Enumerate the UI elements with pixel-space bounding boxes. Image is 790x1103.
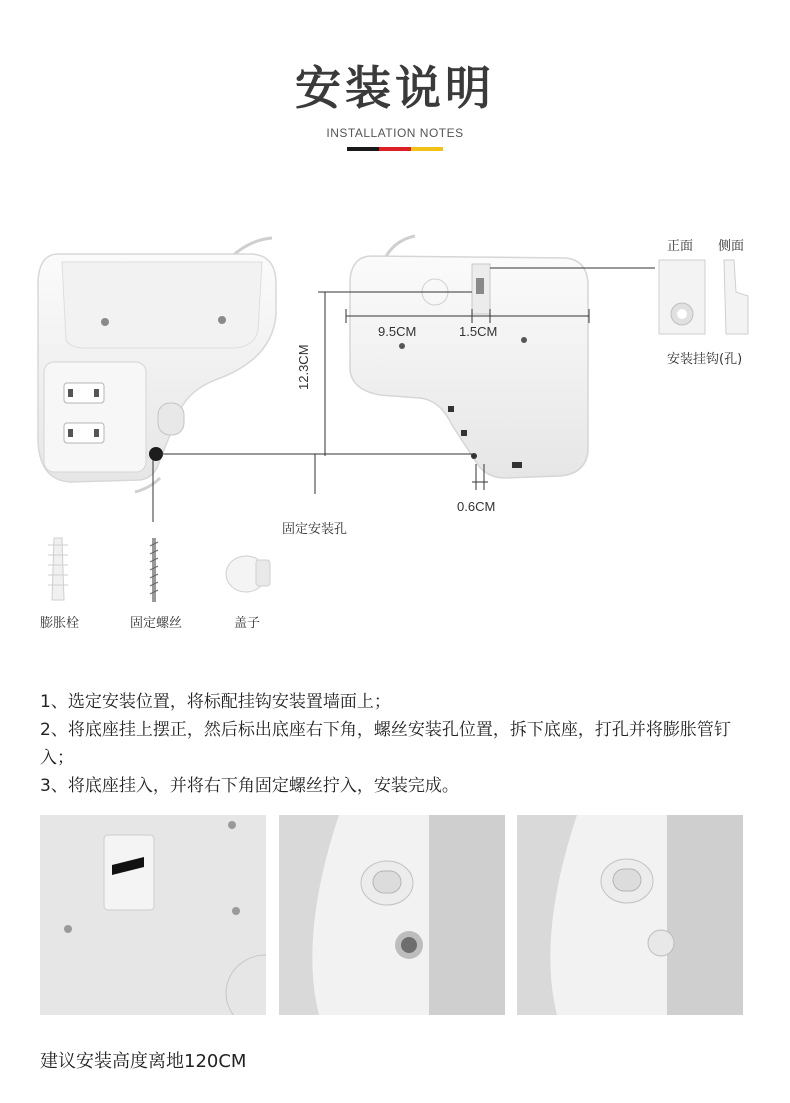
step-3: 3、将底座挂入，并将右下角固定螺丝拧入，安装完成。 bbox=[40, 776, 459, 796]
installation-diagram bbox=[0, 220, 790, 640]
dimension-width-2: 1.5CM bbox=[459, 324, 498, 339]
cap-illustration bbox=[226, 556, 270, 592]
screw-illustration bbox=[150, 538, 158, 602]
photo-hook-closeup bbox=[40, 815, 266, 1015]
expansion-anchor-illustration bbox=[48, 538, 68, 600]
photo-capped-hole bbox=[517, 815, 743, 1015]
step-1: 1、选定安装位置，将标配挂钩安装置墙面上； bbox=[40, 692, 391, 712]
hook-illustration bbox=[659, 260, 748, 334]
dimension-width-1: 9.5CM bbox=[378, 324, 417, 339]
dimension-offset: 0.6CM bbox=[457, 499, 496, 514]
dimension-height: 12.3CM bbox=[296, 344, 311, 390]
install-height-note: 建议安装高度离地120CM bbox=[40, 1051, 247, 1072]
dryer-base-back-illustration bbox=[350, 236, 588, 478]
hook-front-label: 正面 bbox=[667, 239, 694, 254]
accessory-label-anchor: 膨胀栓 bbox=[40, 616, 80, 631]
photo-screw-hole bbox=[279, 815, 505, 1015]
accessory-label-screw: 固定螺丝 bbox=[130, 616, 183, 631]
hook-caption: 安装挂钩(孔) bbox=[667, 352, 743, 367]
page-title: 安装说明 bbox=[295, 61, 495, 115]
flag-stripe-black bbox=[347, 147, 379, 151]
flag-stripe-yellow bbox=[411, 147, 443, 151]
page-subtitle: INSTALLATION NOTES bbox=[326, 126, 464, 140]
flag-stripe-red bbox=[379, 147, 411, 151]
hook-side-label: 侧面 bbox=[718, 239, 745, 254]
step-2: 2、将底座挂上摆正，然后标出底座右下角，螺丝安装孔位置，拆下底座，打孔并将膨胀管钉入； bbox=[40, 720, 731, 768]
fixing-hole-label: 固定安装孔 bbox=[282, 522, 348, 537]
accessory-label-cap: 盖子 bbox=[234, 616, 261, 631]
